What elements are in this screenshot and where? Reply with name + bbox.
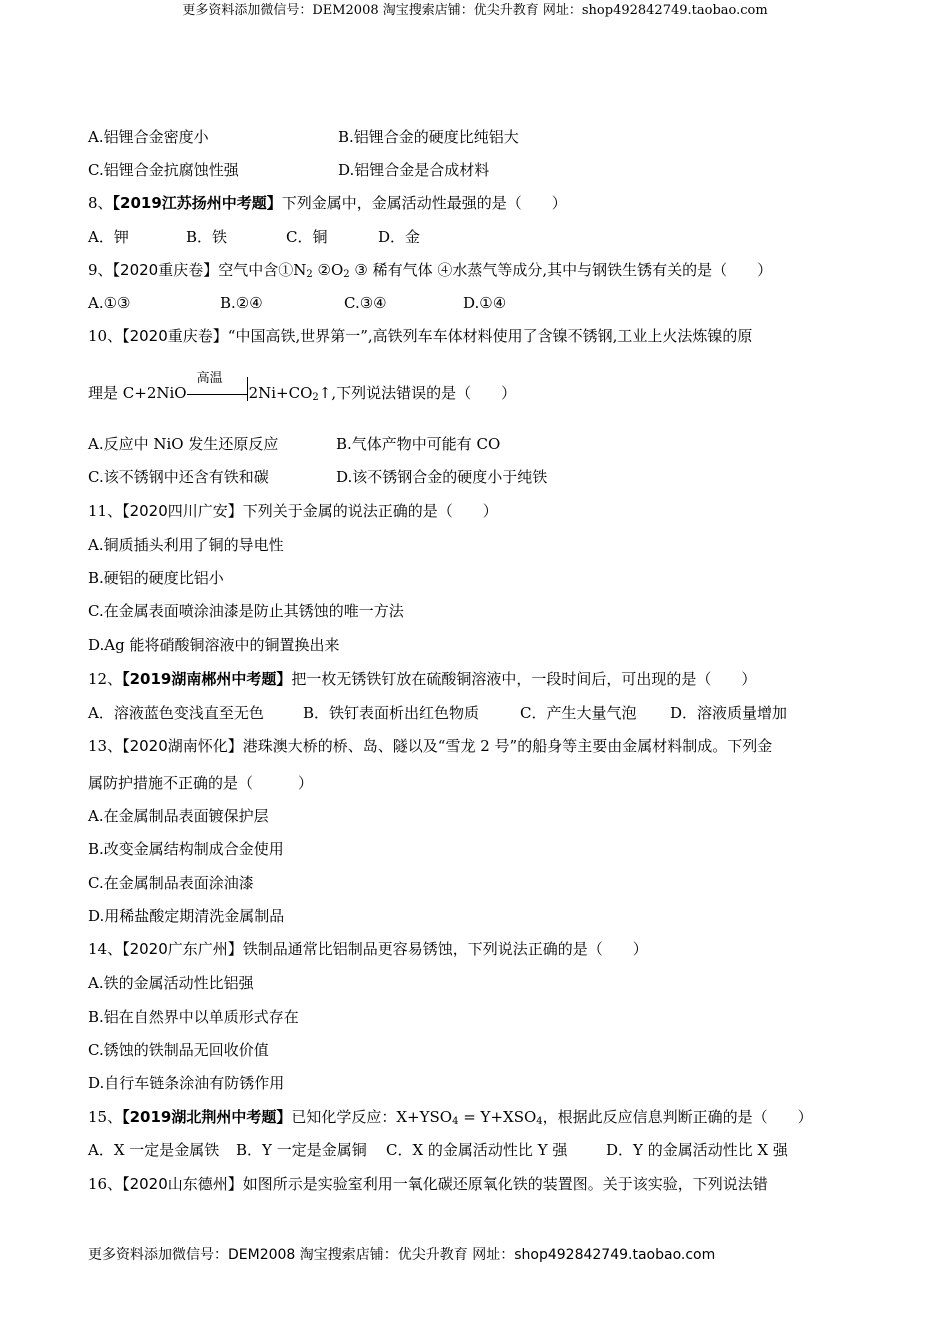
q10-number: 10、 <box>88 327 123 345</box>
q10-source-tag: 【2020重庆卷】 <box>122 327 228 345</box>
q14-text: 铁制品通常比铝制品更容易锈蚀，下列说法正确的是（ ） <box>242 940 648 958</box>
q10-option-a: A.反应中 NiO 发生还原反应 <box>88 435 279 453</box>
q15-option-c: C．X 的金属活动性比 Y 强 <box>386 1141 568 1159</box>
q9-sub-2: 2 <box>343 269 350 280</box>
q14-number: 14、 <box>88 940 123 958</box>
q15-source-tag: 【2019湖北荆州中考题】 <box>122 1108 292 1126</box>
q13-stem-line2: 属防护措施不正确的是（ ） <box>88 774 314 792</box>
q12-option-b: B．铁钉表面析出红色物质 <box>303 704 480 722</box>
q8-option-b: B．铁 <box>186 228 228 246</box>
q8-stem <box>88 193 567 213</box>
q8-number: 8、 <box>88 194 113 212</box>
q10-stem-line1 <box>88 326 752 346</box>
q11-option-c: C.在金属表面喷涂油漆是防止其锈蚀的唯一方法 <box>88 602 404 620</box>
q14-stem <box>88 939 648 959</box>
reaction-condition: 高温 <box>196 371 223 386</box>
q11-option-b: B.硬铝的硬度比铝小 <box>88 569 224 587</box>
q14-option-c: C.锈蚀的铁制品无回收价值 <box>88 1041 269 1059</box>
q7-option-d: D.铝锂合金是合成材料 <box>338 161 490 179</box>
q14-option-b: B.铝在自然界中以单质形式存在 <box>88 1008 299 1026</box>
q13-option-d: D.用稀盐酸定期清洗金属制品 <box>88 907 285 925</box>
q15-text-b: = Y+XSO <box>458 1108 537 1126</box>
q7-option-b: B.铝锂合金的硬度比纯铝大 <box>338 128 519 146</box>
q12-stem <box>88 669 756 689</box>
q10-option-b: B.气体产物中可能有 CO <box>336 435 501 453</box>
q13-option-a: A.在金属制品表面镀保护层 <box>88 807 269 825</box>
reaction-condition-arrow <box>187 371 249 403</box>
q9-option-c: C.③④ <box>344 294 387 312</box>
q15-sub-1: 4 <box>452 1116 459 1127</box>
q15-number: 15、 <box>88 1108 123 1126</box>
q13-option-b: B.改变金属结构制成合金使用 <box>88 840 284 858</box>
q13-text-1: 港珠澳大桥的桥、岛、隧以及“雪龙 2 号”的船身等主要由金属材料制成。下列金 <box>242 737 773 755</box>
q15-stem <box>88 1107 813 1127</box>
q8-options <box>88 227 421 247</box>
q7-options-row1 <box>88 127 519 147</box>
q9-stem <box>88 260 772 280</box>
q8-option-c: C．铜 <box>286 228 328 246</box>
q10-text-2b: 2Ni+CO <box>248 384 313 402</box>
q14-source-tag: 【2020广东广州】 <box>122 940 243 958</box>
q15-sub-2: 4 <box>536 1116 543 1127</box>
q12-option-a: A．溶液蓝色变浅直至无色 <box>88 704 264 722</box>
reaction-line <box>187 394 247 395</box>
q9-source-tag: 【2020重庆卷】 <box>112 261 219 279</box>
q14-option-a: A.铁的金属活动性比铝强 <box>88 974 254 992</box>
q11-source-tag: 【2020四川广安】 <box>122 502 243 520</box>
q10-options-row2 <box>88 467 548 487</box>
q8-option-d: D．金 <box>378 228 421 246</box>
q15-option-a: A．X 一定是金属铁 <box>88 1141 220 1159</box>
q10-stem-line2 <box>88 371 517 403</box>
q9-number: 9、 <box>88 261 113 279</box>
q12-option-c: C．产生大量气泡 <box>520 704 637 722</box>
q8-source-tag: 【2019江苏扬州中考题】 <box>112 194 282 212</box>
q9-option-d: D.①④ <box>463 294 507 312</box>
q10-text-2c: ↑,下列说法错误的是（ ） <box>318 384 517 402</box>
q9-options <box>88 293 507 313</box>
q9-text-a: 空气中含①N <box>218 261 307 279</box>
q10-option-d: D.该不锈钢合金的硬度小于纯铁 <box>336 468 548 486</box>
q10-options-row1 <box>88 434 501 454</box>
q10-text-2a: 理是 C+2NiO <box>88 384 187 402</box>
q14-option-d: D.自行车链条涂油有防锈作用 <box>88 1074 285 1092</box>
q9-option-b: B.②④ <box>220 294 263 312</box>
q13-stem-line1 <box>88 736 772 756</box>
q13-number: 13、 <box>88 737 123 755</box>
q16-text: 如图所示是实验室利用一氧化碳还原氧化铁的装置图。关于该实验，下列说法错 <box>242 1175 768 1193</box>
q10-option-c: C.该不锈钢中还含有铁和碳 <box>88 468 269 486</box>
q7-option-a: A.铝锂合金密度小 <box>88 128 209 146</box>
q13-option-c: C.在金属制品表面涂油漆 <box>88 874 254 892</box>
q11-number: 11、 <box>88 502 123 520</box>
q16-stem <box>88 1174 768 1194</box>
q9-text-c: ③ 稀有气体 ④水蒸气等成分,其中与钢铁生锈有关的是（ ） <box>349 261 773 279</box>
q11-stem <box>88 501 498 521</box>
q12-source-tag: 【2019湖南郴州中考题】 <box>122 670 292 688</box>
q13-source-tag: 【2020湖南怀化】 <box>122 737 243 755</box>
page-header: 更多资料添加微信号：DEM2008 淘宝搜索店铺：优尖升教育 网址：shop492842749.taobao.com <box>182 3 768 18</box>
q11-text: 下列关于金属的说法正确的是（ ） <box>242 502 498 520</box>
q9-option-a: A.①③ <box>88 294 131 312</box>
q7-options-row2 <box>88 160 490 180</box>
q9-text-b: ②O <box>312 261 344 279</box>
q8-option-a: A．钾 <box>88 228 129 246</box>
q12-number: 12、 <box>88 670 123 688</box>
q16-source-tag: 【2020山东德州】 <box>122 1175 243 1193</box>
q11-option-d: D.Ag 能将硝酸铜溶液中的铜置换出来 <box>88 636 340 654</box>
q15-options <box>88 1140 788 1160</box>
q11-option-a: A.铜质插头利用了铜的导电性 <box>88 536 284 554</box>
q10-sub: 2 <box>312 392 319 403</box>
q12-text: 把一枚无锈铁钉放在硫酸铜溶液中，一段时间后，可出现的是（ ） <box>291 670 757 688</box>
q10-text-1: “中国高铁,世界第一”,高铁列车车体材料使用了含镍不锈钢,工业上火法炼镍的原 <box>227 327 753 345</box>
q15-text-a: 已知化学反应：X+YSO <box>291 1108 453 1126</box>
q7-option-c: C.铝锂合金抗腐蚀性强 <box>88 161 239 179</box>
q8-text: 下列金属中，金属活动性最强的是（ ） <box>281 194 567 212</box>
q12-options <box>88 703 788 723</box>
q16-number: 16、 <box>88 1175 123 1193</box>
page-footer: 更多资料添加微信号：DEM2008 淘宝搜索店铺：优尖升教育 网址：shop492842749.taobao.com <box>88 1247 716 1263</box>
q15-option-b: B．Y 一定是金属铜 <box>236 1141 367 1159</box>
q15-option-d: D．Y 的金属活动性比 X 强 <box>606 1141 788 1159</box>
q15-text-c: ，根据此反应信息判断正确的是（ ） <box>542 1108 813 1126</box>
q12-option-d: D．溶液质量增加 <box>670 704 788 722</box>
q9-sub-1: 2 <box>306 269 313 280</box>
reaction-bar <box>247 377 248 401</box>
